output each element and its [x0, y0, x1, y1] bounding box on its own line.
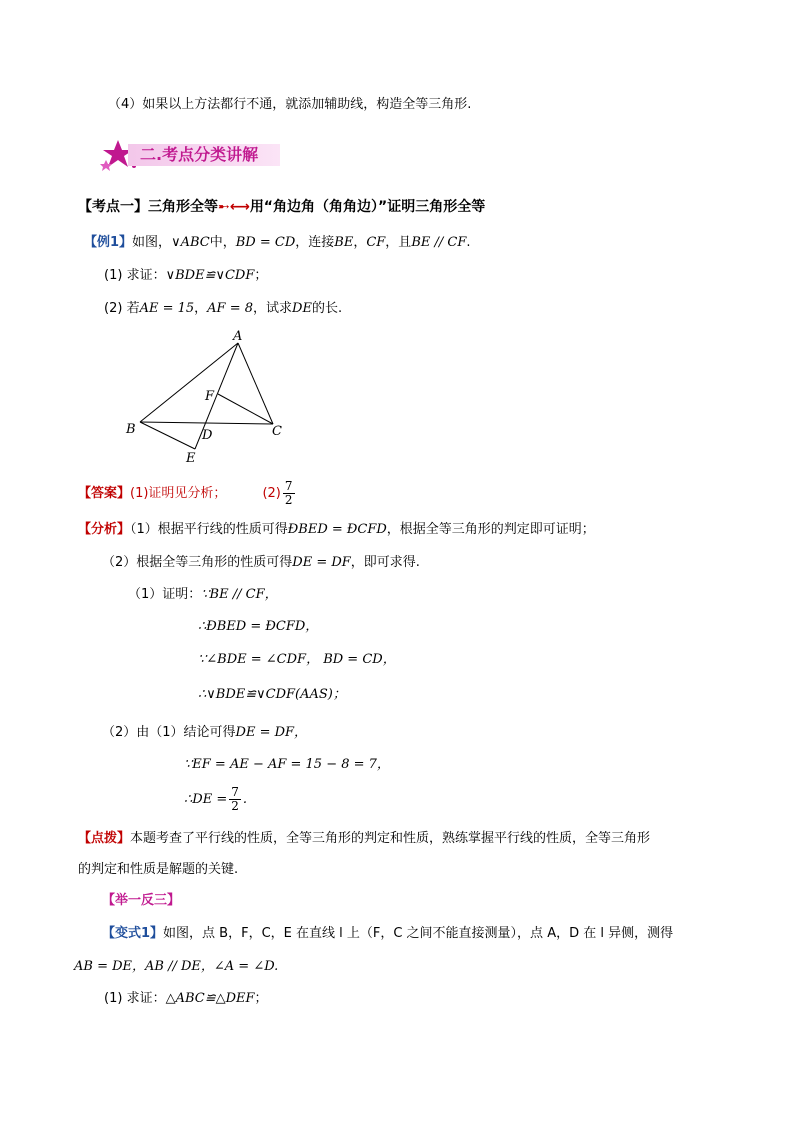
kaodian-heading — [78, 198, 485, 216]
analysis-text: ，即可求得. — [350, 555, 420, 570]
analysis-text: ，根据全等三角形的判定即可证明； — [386, 522, 595, 537]
q-text: 求证： — [126, 268, 166, 283]
analysis-math: DE = DF — [292, 555, 351, 570]
proof-label: （1）证明： — [128, 587, 202, 602]
proof-math: . — [242, 792, 247, 807]
proof-math: ∵BE // CF， — [201, 587, 278, 602]
analysis-text: （1）根据平行线的性质可得 — [130, 522, 288, 537]
example1-text: 如图， — [132, 235, 172, 250]
fraction-denominator: 2 — [284, 493, 293, 507]
example1-text: ，连接 — [295, 235, 335, 250]
section-title: 二.考点分类讲解 — [140, 145, 259, 164]
analysis-line-1 — [78, 521, 595, 539]
fraction-denominator: 2 — [231, 799, 239, 813]
kaodian-title-b: 用“角边角（角角边）”证明三角形全等 — [249, 199, 486, 215]
proof-line-4: ∴∨BDE≌∨CDF(AAS)； — [198, 687, 346, 702]
dianbo-line-2: 的判定和性质是解题的关键. — [78, 862, 239, 877]
fraction-numerator: 7 — [231, 785, 239, 799]
analysis-line-2 — [102, 554, 420, 572]
juyi-fansan-tag: 【举一反三】 — [102, 893, 181, 908]
example1-text: . — [466, 235, 471, 250]
proof-math: DE = DF， — [235, 725, 308, 740]
q-text: ， — [194, 301, 208, 316]
proof-label: （2）由（1）结论可得 — [102, 725, 236, 740]
arrow-icon: ➸⟷ — [218, 199, 250, 215]
q-math: DE — [292, 301, 312, 316]
q-num: (1) — [104, 991, 123, 1006]
example1-math: CF — [366, 235, 386, 250]
segment-be — [140, 422, 195, 449]
answer-fraction — [283, 480, 295, 507]
segment-ac — [238, 343, 273, 424]
fraction-numerator: 7 — [284, 479, 293, 493]
kaodian-tag: 【考点一】 — [78, 199, 148, 215]
variant1-tag: 【变式1】 — [102, 926, 164, 941]
variant1-text: 如图，点 B，F，C，E 在直线 l 上（F，C 之间不能直接测量），点 A，D 在 l 异侧，测得 — [163, 926, 674, 941]
q-math: AE = 15 — [139, 301, 195, 316]
proof-line-1 — [128, 586, 278, 604]
example1-math: BD = CD — [235, 235, 296, 250]
label-d: D — [202, 428, 213, 443]
q-text: ，试求 — [253, 301, 293, 316]
q-text: ； — [254, 991, 268, 1006]
label-a: A — [233, 329, 243, 344]
proof-line-7 — [184, 782, 247, 818]
answer-tag: 【答案】 — [78, 486, 131, 501]
q-text: 若 — [126, 301, 140, 316]
q-text: 的长. — [311, 301, 343, 316]
example1-text: ， — [353, 235, 367, 250]
example1-text: 中， — [209, 235, 236, 250]
example1-math: BE // CF — [411, 235, 467, 250]
label-f: F — [205, 389, 215, 404]
variant1-line-1 — [102, 925, 673, 943]
example1-stem — [84, 234, 471, 252]
answer-line — [78, 476, 297, 512]
q-num: (1) — [104, 268, 123, 283]
q-text: 求证： — [126, 991, 166, 1006]
variant1-question-1 — [104, 990, 268, 1008]
dianbo-tag: 【点拨】 — [78, 831, 131, 846]
proof-math: ∴DE = — [184, 792, 228, 807]
q-math: △ABC≌△DEF — [165, 991, 255, 1006]
label-b: B — [126, 422, 136, 437]
intro-item-4: （4）如果以上方法都行不通，就添加辅助线，构造全等三角形. — [108, 97, 472, 112]
segment-ab — [140, 343, 238, 422]
analysis-text: （2）根据全等三角形的性质可得 — [102, 555, 293, 570]
answer-part1: (1)证明见分析； — [130, 486, 227, 501]
answer-part2: (2) — [262, 486, 281, 501]
analysis-tag: 【分析】 — [78, 522, 131, 537]
label-c: C — [272, 424, 282, 439]
dianbo-text: 本题考查了平行线的性质，全等三角形的判定和性质，熟练掌握平行线的性质，全等三角形 — [130, 831, 651, 846]
segment-bc — [140, 422, 273, 424]
analysis-math: ÐBED = ÐCFD — [287, 522, 387, 537]
segment-cf — [218, 394, 273, 424]
q-text: ； — [254, 268, 268, 283]
example1-question-1 — [104, 267, 267, 285]
proof-line-2: ∴ÐBED = ÐCFD， — [198, 619, 319, 634]
variant1-line-2: AB = DE，AB // DE，∠A = ∠D. — [74, 959, 279, 974]
q-math: AF = 8 — [207, 301, 254, 316]
example1-text: ，且 — [385, 235, 412, 250]
example1-math: ∨ABC — [171, 235, 210, 250]
proof-fraction — [229, 786, 241, 813]
dianbo-line-1 — [78, 830, 650, 848]
q-num: (2) — [104, 301, 123, 316]
example1-question-2 — [104, 300, 342, 318]
proof-line-6: ∵EF = AE − AF = 15 − 8 = 7， — [184, 757, 390, 772]
section-header — [100, 138, 282, 170]
kaodian-title-a: 三角形全等 — [148, 199, 218, 215]
example1-math: BE — [334, 235, 354, 250]
label-e: E — [186, 451, 196, 466]
q-math: ∨BDE≌∨CDF — [165, 268, 255, 283]
proof-line-5 — [102, 724, 307, 742]
proof-line-3: ∵∠BDE = ∠CDF， BD = CD， — [198, 652, 396, 667]
example1-tag: 【例1】 — [84, 235, 133, 250]
triangle-figure — [120, 328, 300, 468]
